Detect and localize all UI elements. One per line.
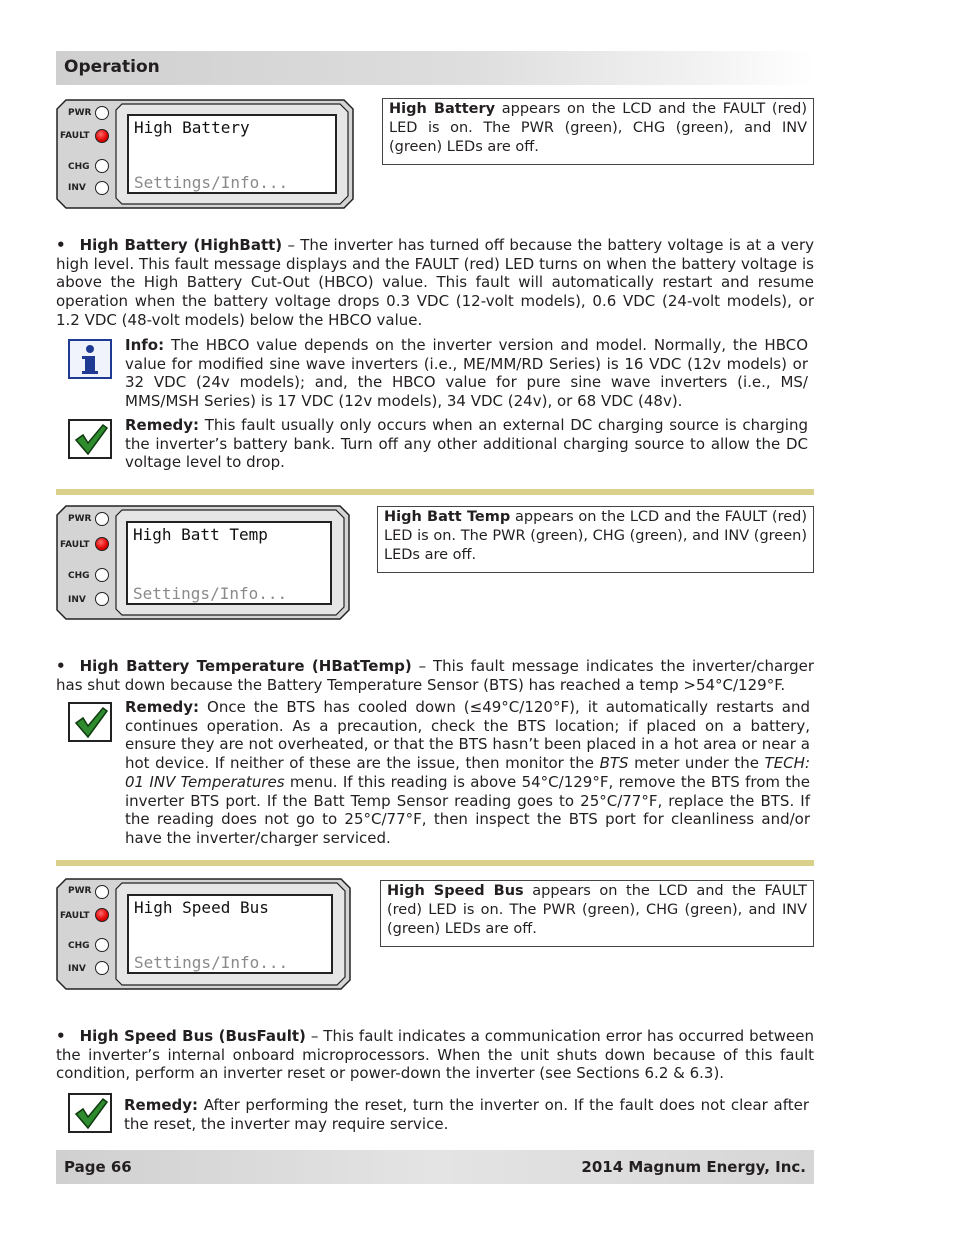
fault-name: High Speed Bus (BusFault)	[79, 1027, 306, 1045]
desc-text: appears on the LCD and the FAULT (red) LED is on. The PWR (green), CHG (green), and INV (green) LEDs are off.	[387, 883, 807, 937]
led-label-inv: INV	[68, 595, 86, 605]
pwr-led	[95, 885, 109, 899]
remedy-text: Once the BTS has cooled down (≤49°C/120°F), it automatically restarts and continues operation. As a precaution, check the BTS location; if placed on a battery, ensure they are not overheated, or that the BTS hasn’t been placed in a hot area or near a hot device. If neither of these are the issue, then monitor the	[125, 698, 810, 773]
led-label-chg: CHG	[68, 571, 90, 581]
chg-led	[95, 938, 109, 952]
info-text: The HBCO value depends on the inverter version and model. Normally, the HBCO value for modified sine wave inverters (i.e., ME/MM/RD Series) is 16 VDC (12v models) or 32 VDC (24v models); and, the HBCO value for pure sine wave inverters (i.e., MS/ MMS/MSH Series) is 17 VDC (12v models), 34 VDC (24v), or 68 VDC (48v).	[125, 336, 808, 411]
remedy-label: Remedy:	[125, 698, 200, 716]
section-title: Operation	[64, 57, 160, 77]
bullet: •	[56, 1027, 66, 1045]
remedy-note	[125, 698, 810, 848]
info-icon	[68, 339, 112, 379]
inv-led	[95, 592, 109, 606]
remedy-note	[124, 1096, 809, 1133]
lcd-panel-high-speed-bus	[56, 878, 351, 990]
led-label-chg: CHG	[68, 162, 90, 172]
info-label: Info:	[125, 336, 165, 354]
lcd-screen	[126, 521, 332, 605]
led-label-pwr: PWR	[68, 514, 92, 524]
fault-description	[56, 1027, 814, 1083]
lcd-description-box	[380, 880, 814, 947]
remedy-note	[125, 416, 808, 472]
checkmark-icon	[68, 419, 112, 459]
led-label-pwr: PWR	[68, 108, 92, 118]
lcd-panel-high-battery	[56, 99, 354, 209]
section-header-bar	[56, 51, 814, 85]
led-label-pwr: PWR	[68, 886, 92, 896]
lcd-screen	[127, 894, 333, 974]
desc-title: High Speed Bus	[387, 883, 524, 899]
chg-led	[95, 568, 109, 582]
lcd-screen	[127, 114, 337, 194]
led-label-fault: FAULT	[60, 911, 90, 921]
remedy-label: Remedy:	[124, 1096, 199, 1114]
lcd-panel-high-batt-temp	[56, 505, 350, 620]
pwr-led	[95, 512, 109, 526]
led-label-fault: FAULT	[60, 131, 90, 141]
lcd-line-1: High Batt Temp	[133, 525, 268, 544]
led-label-inv: INV	[68, 183, 86, 193]
fault-description	[56, 236, 814, 330]
remedy-text: This fault usually only occurs when an external DC charging source is charging the inverter’s battery bank. Turn off any other additional charging source to allow the DC voltage level to drop.	[125, 416, 808, 472]
section-divider	[56, 860, 814, 866]
remedy-italic-bts: BTS	[599, 754, 629, 773]
checkmark-icon	[68, 1093, 112, 1133]
lcd-description-box	[377, 506, 814, 573]
lcd-line-1: High Speed Bus	[134, 898, 269, 917]
lcd-line-2: Settings/Info...	[134, 173, 289, 192]
section-divider	[56, 489, 814, 495]
fault-led	[95, 537, 109, 551]
bullet: •	[56, 657, 66, 675]
desc-title: High Battery	[389, 101, 496, 117]
page-number: Page 66	[64, 1158, 132, 1176]
desc-title: High Batt Temp	[384, 509, 511, 525]
led-label-inv: INV	[68, 964, 86, 974]
fault-text: – The inverter has turned off because the battery voltage is at a very high level. This fault message displays and the FAULT (red) LED turns on when the battery voltage is above the High Battery Cut-Out (HBCO) value. This fault will automatically restart and resume operation when the battery voltage drops 0.3 VDC (12-volt models), 0.6 VDC (24-volt models), or 1.2 VDC (48-volt models) below the HBCO value.	[56, 236, 814, 329]
fault-name: High Battery (HighBatt)	[79, 236, 283, 254]
pwr-led	[95, 106, 109, 120]
remedy-text: meter under the	[628, 754, 765, 773]
fault-text: – This fault indicates a communication error has occurred between the inverter’s internal onboard microprocessors. When the unit shuts down because of this fault condition, perform an inverter reset or power-down the inverter (see Sections 6.2 & 6.3).	[56, 1027, 814, 1083]
remedy-label: Remedy:	[125, 416, 200, 434]
remedy-text: menu. If this reading is above 54°C/129°F, remove the BTS from the inverter BTS port. If the Batt Temp Sensor reading goes to 25°C/77°F, replace the BTS. If the reading does not go to 25°C/77°F, then inspect the BTS port for cleanliness and/or have the inverter/charger serviced.	[125, 772, 811, 847]
remedy-text: After performing the reset, turn the inverter on. If the fault does not clear after the reset, the inverter may require service.	[124, 1096, 809, 1133]
led-label-chg: CHG	[68, 941, 90, 951]
desc-text: appears on the LCD and the FAULT (red) LED is on. The PWR (green), CHG (green), and INV (green) LEDs are off.	[389, 101, 808, 155]
led-label-fault: FAULT	[60, 540, 90, 550]
lcd-line-2: Settings/Info...	[133, 584, 288, 603]
company-copyright: 2014 Magnum Energy, Inc.	[581, 1158, 806, 1176]
fault-name: High Battery Temperature (HBatTemp)	[79, 657, 412, 675]
desc-text: appears on the LCD and the FAULT (red) LED is on. The PWR (green), CHG (green), and INV (green) LEDs are off.	[384, 509, 807, 563]
checkmark-icon	[68, 702, 112, 742]
lcd-description-box	[382, 98, 814, 165]
chg-led	[95, 159, 109, 173]
inv-led	[95, 181, 109, 195]
remedy-italic-menu: TECH: 01 INV Temperatures	[125, 754, 810, 791]
bullet: •	[56, 236, 66, 254]
fault-led	[95, 908, 109, 922]
fault-led	[95, 129, 109, 143]
lcd-line-2: Settings/Info...	[134, 953, 289, 972]
page-footer	[56, 1150, 814, 1184]
inv-led	[95, 961, 109, 975]
fault-text: – This fault message indicates the inverter/charger has shut down because the Battery Temperature Sensor (BTS) has reached a temp >54°C/129°F.	[56, 657, 815, 694]
lcd-line-1: High Battery	[134, 118, 250, 137]
fault-description	[56, 657, 814, 694]
info-note	[125, 336, 808, 411]
